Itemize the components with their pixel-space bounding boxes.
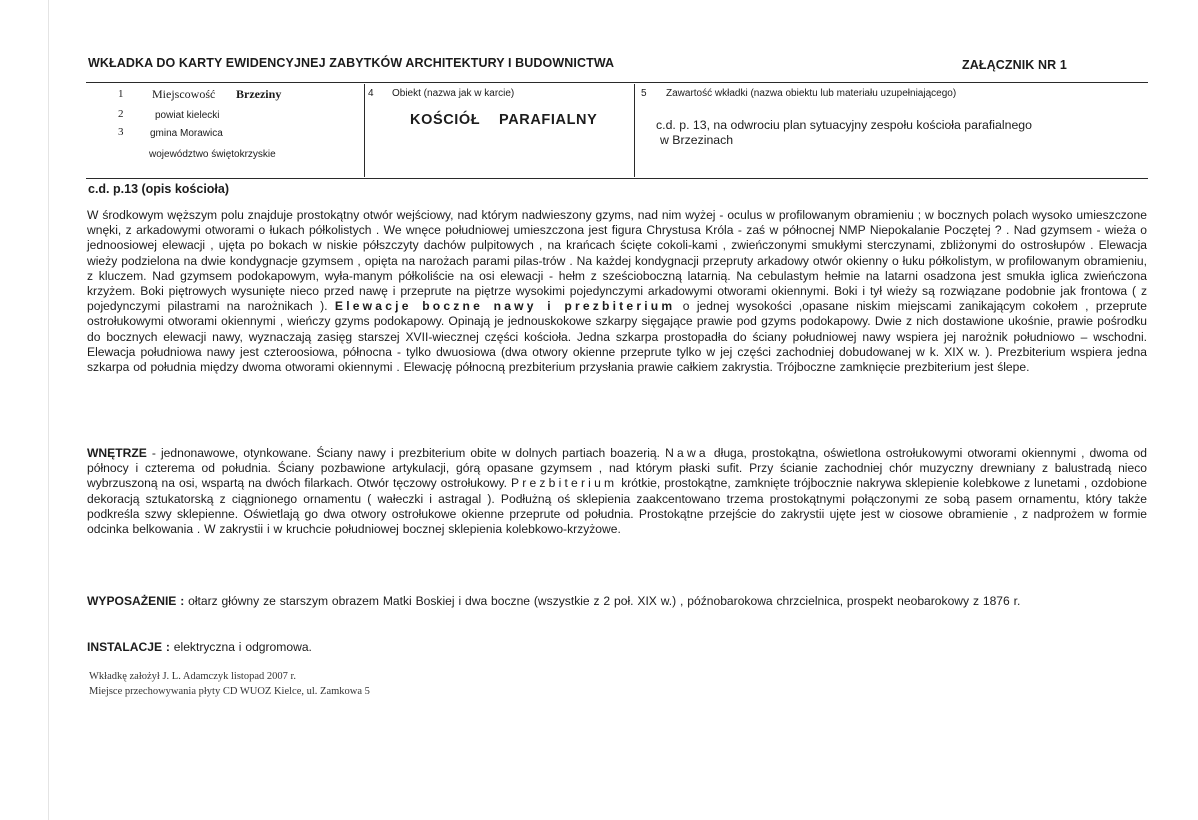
equipment-label: WYPOSAŻENIE : [87,594,185,608]
author-note: Wkładkę założył J. L. Adamczyk listopad 2007 r. [89,671,297,682]
object-label: Obiekt (nazwa jak w karcie) [392,88,515,99]
table-divider-2 [634,84,635,177]
church-description [87,208,1147,375]
field-number-4: 4 [368,88,374,99]
storage-note: Miejsce przechowywania płyty CD WUOZ Kielce, ul. Zamkowa 5 [89,686,370,697]
document-title: WKŁADKA DO KARTY EWIDENCYJNEJ ZABYTKÓW ARCHITEKTURY I BUDOWNICTWA [88,56,615,70]
commune: gmina Morawica [150,128,223,139]
interior-text-2: długa, prostokątna, oświetlona ostrołukowymi otworami okiennymi , dwoma od północy i czterema od południa. Ściany pozbawione artykulacji, górą opasane gzymsem , nad którym płaski sufit. Przy ścianie zachodniej chór muzyczny drewniany z balustradą nieco wybrzuszoną na osi, wspartą na dwóch filarkach. Otwór tęczowy ostrołukowy. [87,446,1148,491]
object-name-1: KOŚCIÓŁ [410,112,481,128]
installations-section [87,640,1147,655]
field-number-3: 3 [118,126,124,138]
contents-line-1: c.d. p. 13, na odwrociu plan sytuacyjny zespołu kościoła parafialnego [656,118,1032,132]
interior-presbytery-heading: Prezbiterium [510,476,618,491]
interior-text-1: - jednonawowe, otynkowane. Ściany nawy i prezbiterium obite w dolnych partiach boazerią. [146,446,661,460]
voivodeship: województwo świętokrzyskie [149,149,276,160]
equipment-section [87,594,1107,609]
field-number-5: 5 [641,88,647,99]
interior-section [87,446,1147,537]
installations-text: elektryczna i odgromowa. [169,640,312,654]
county: powiat kielecki [155,110,220,121]
object-name-2: PARAFIALNY [499,112,598,128]
contents-label: Zawartość wkładki (nazwa obiektu lub materiału uzupełniającego) [666,88,957,99]
section-title: c.d. p.13 (opis kościoła) [88,182,230,196]
installations-label: INSTALACJE : [87,640,170,654]
interior-nave-heading: Nawa [665,446,709,460]
table-bottom-rule [86,178,1148,179]
contents-line-2: w Brzezinach [660,133,734,147]
equipment-text: ołtarz główny ze starszym obrazem Matki Boskiej i dwa boczne (wszystkie z 2 poł. XIX w.) , późnobarokowa chrzcielnica, prospekt neobarokowy z 1876 r. [184,594,1021,608]
field-number-2: 2 [118,108,124,120]
field-number-1: 1 [118,88,124,100]
description-text: W środkowym węższym polu znajduje prostokątny otwór wejściowy, nad którym nadwieszony gzyms, nad nim wyżej - oculus w profilowanym obramieniu ; w bocznych polach wysoko umieszczone wnęki, z arkadowymi otworami o łukach półkolistych . We wnęce południowej umieszczona jest figura Chrystusa Króla - zaś w północnej NMP Niepokalanie Poczętej ? . Nad gzymsem - wieża o jednoosiowej elewacji , ujęta po bokach w niskie półszczyty dachów pulpitowych , na krańcach ścięte cokoli-kami , zwieńczonymi smukłymi sterczynami, zbliżonymi do ostrosłupów . Elewacja wieży podzielona na dwie kondygnacje gzymsem , opięta na narożach parami pilas-trów . Na każdej kondygnacji przepruty arkadowy otwór okienny o łuku półkolistym, w profilowanym obramieniu, z kluczem. Nad gzymsem podokapowym, wyła-manym półkoliście na osi elewacji - hełm z sześcioboczną latarnią. Na cebulastym hełmie na latarni osadzona jest smukła iglica zwieńczona krzyżem. Boki piętrowych wysunięte nieco przed nawę i przeprute na piętrze wysokimi pojedynczymi arkadowymi otworami okiennymi. Boki i tył wieży są rozwiązane podobnie jak frontowa ( z pojedynczymi pilastrami na narożnikach ). [87,208,1147,314]
interior-text-3: krótkie, prostokątne, zamknięte trójbocznie nakrywa sklepienie kolebkowe z lunetami , ozdobione dekoracją sztukatorską z ciągnionego ornamentu ( wałeczki i astragal ). Podłużną oś sklepienia zaakcentowano trzema prostokątnymi połączonymi ze sobą pasem ornamentu, który także podkreśla szwy sklepienne. Oświetlają go dwa otwory ostrołukowe okienne przeprute od południa. Prostokątne przejście do zakrystii ujęte jest w ciosowe obramienie , z nadprożem w formie odcinka belkowania . W zakrystii i w kruchcie południowej bocznej sklepienia kolebkowo-krzyżowe. [87,476,1147,537]
scan-edge [48,0,49,820]
locality-label: Miejscowość [152,87,216,101]
interior-label: WNĘTRZE [87,446,147,460]
description-text-continued: o jednej wysokości ,opasane niskim miejscami zanikającym cokołem , przeprute ostrołukowymi otworami okiennymi , wieńczy gzyms podokapowy. Opinają je jednouskokowe szkarpy sięgające prawie pod gzyms podokapowy. Dwie z nich dostawione ukośnie, prawie pośrodku do bocznych elewacji nawy, wyznaczają zasięg starszej XVII-wiecznej części kościoła. Jedna szkarpa prostopadła do ściany południowej nawy wspiera jej narożnik południowo – wschodni. Elewacja południowa nawy jest czteroosiowa, północna - tylko dwuosiowa (dwa otwory okienne przeprute tylko w jej części zachodniej dobudowanej w k. XIX w. ). Prezbiterium wspiera jedna szkarpa od południa między dwoma otworami okiennymi . Elewację północną prezbiterium przysłania prawie całkiem zakrystia. Trójboczne zamknięcie prezbiterium jest ślepe. [87,299,1147,375]
header-rule [86,82,1148,83]
description-spaced-heading: Elewacje boczne nawy i prezbiterium [334,299,676,314]
locality-value: Brzeziny [236,87,282,101]
table-divider-1 [364,84,365,177]
attachment-number: ZAŁĄCZNIK NR 1 [962,58,1067,72]
